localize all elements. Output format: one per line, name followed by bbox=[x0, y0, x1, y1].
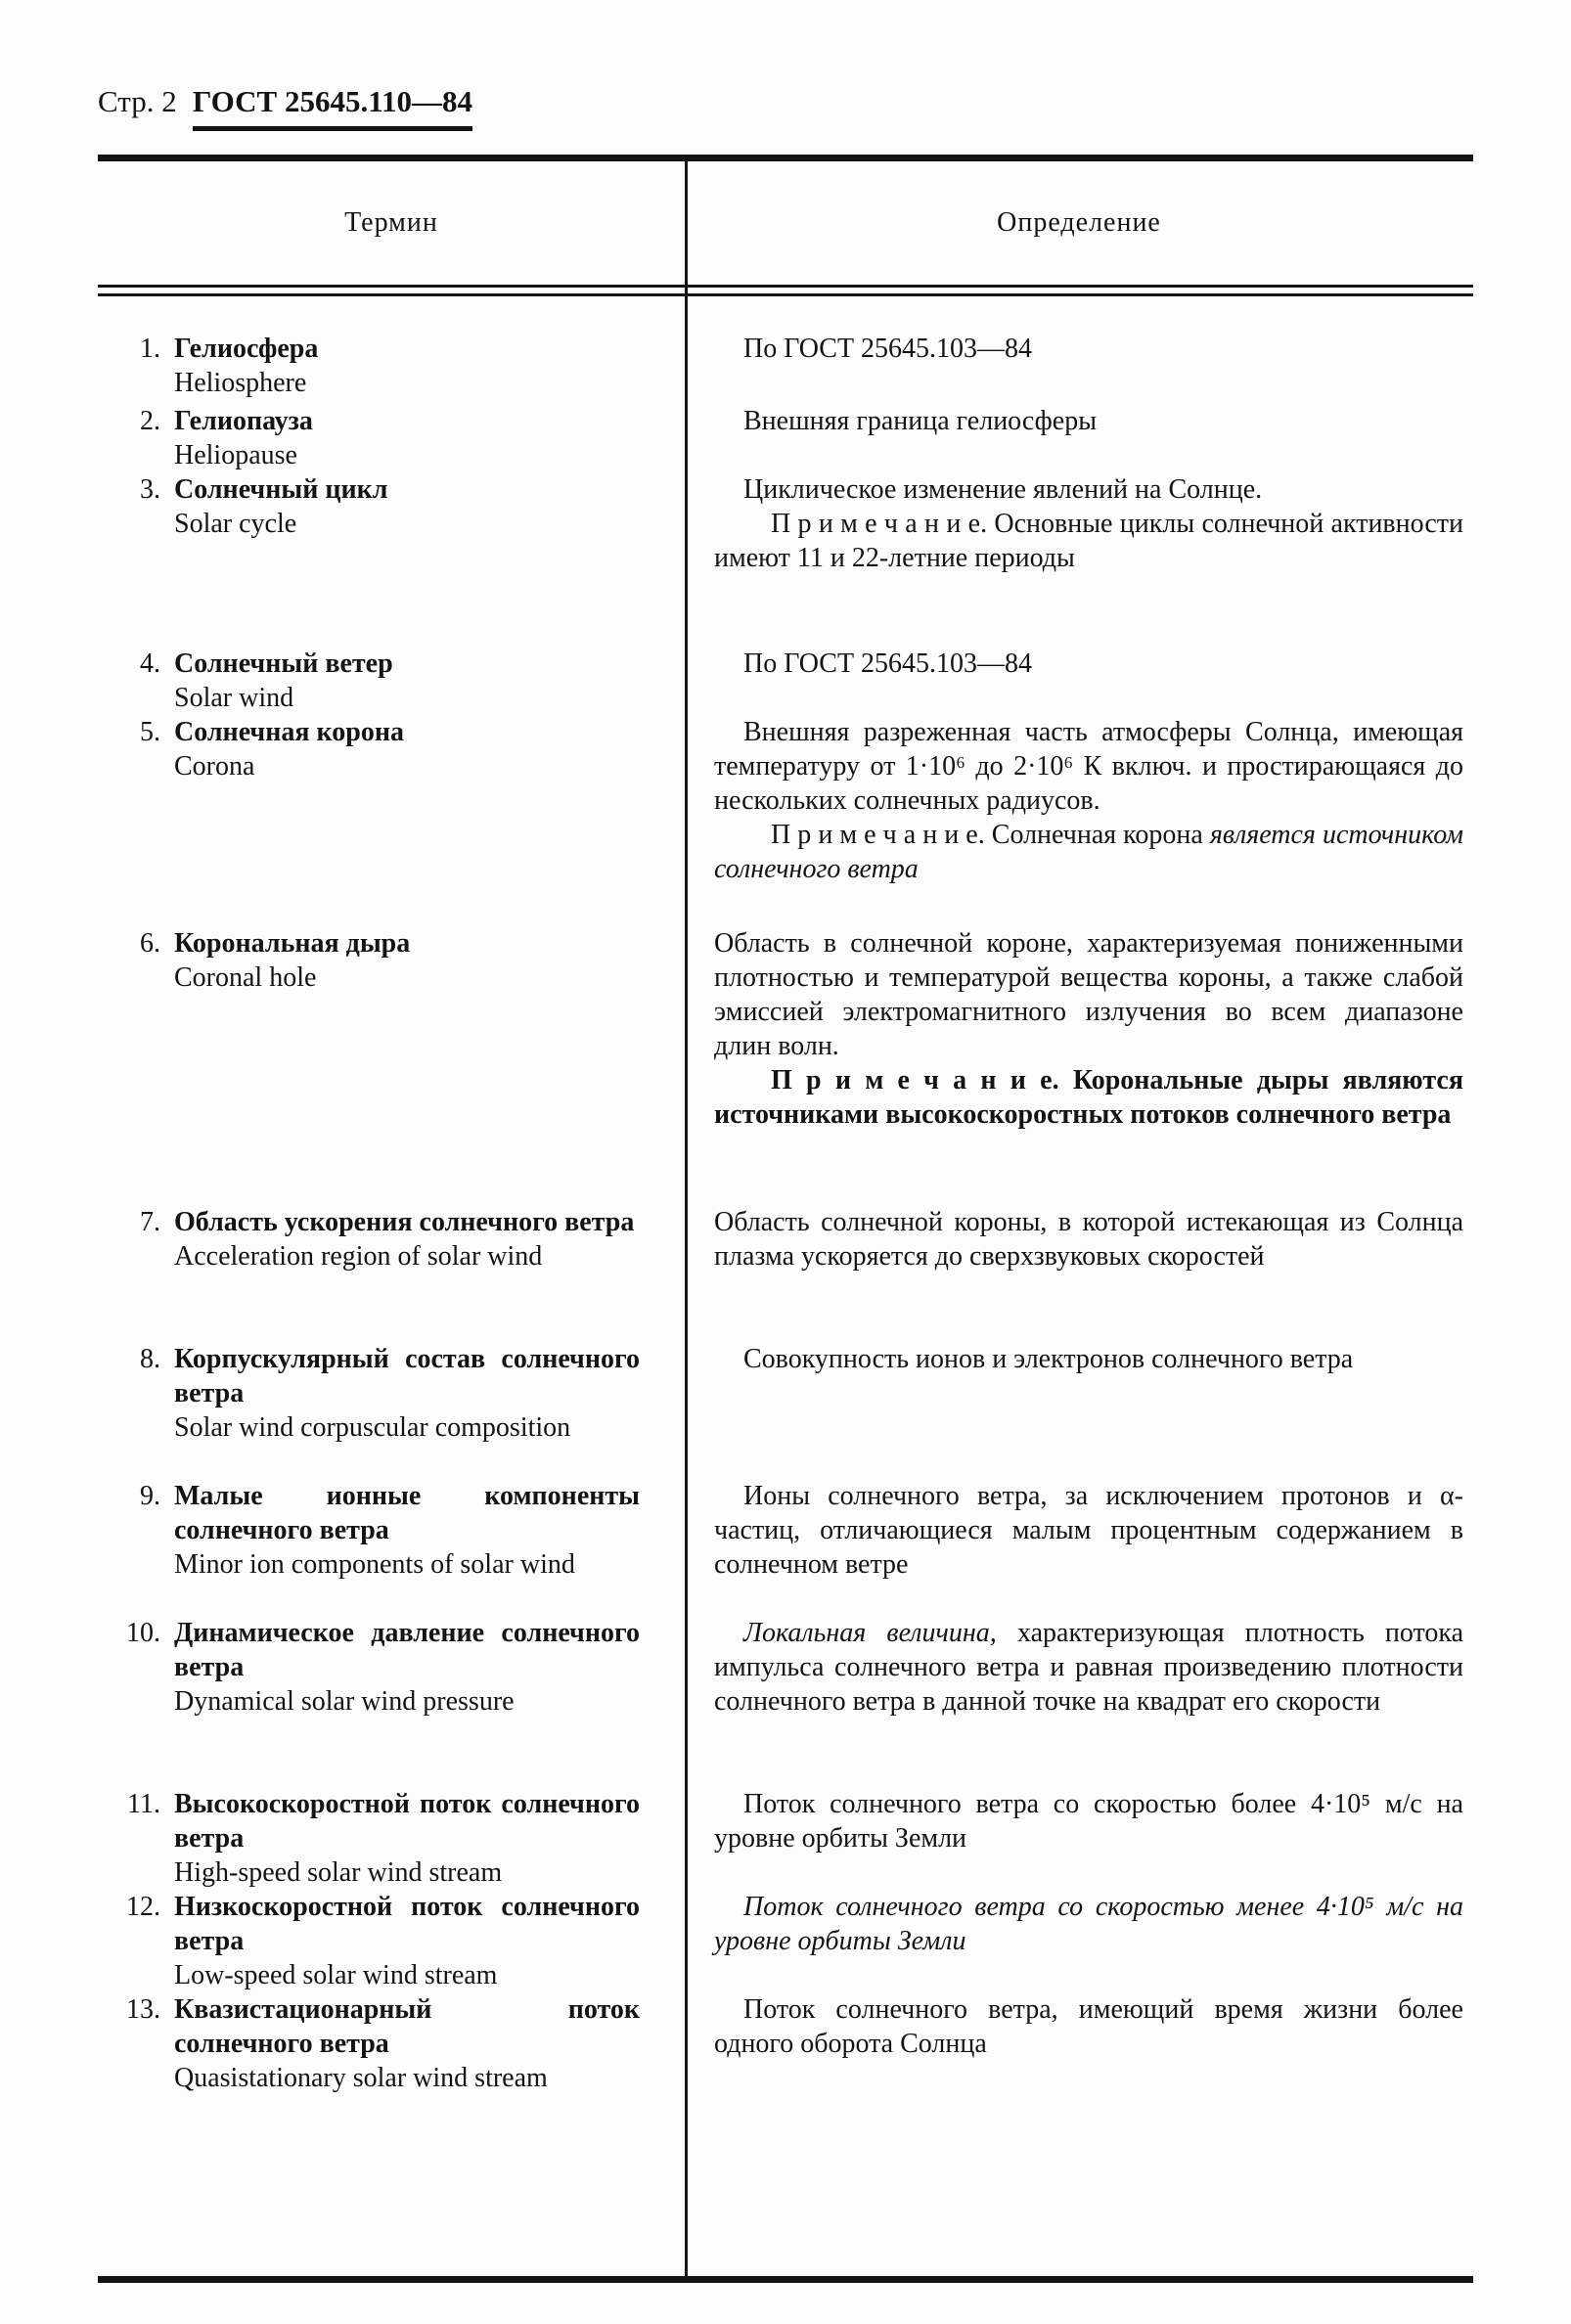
table-row bbox=[98, 1890, 1473, 1992]
term-english: Low-speed solar wind stream bbox=[174, 1960, 498, 1990]
table-row bbox=[98, 1992, 1473, 2276]
term-russian: Высокоскоростной поток солнечного ветра bbox=[174, 1789, 640, 1854]
table-header-row bbox=[98, 161, 1473, 285]
column-header-term: Термин bbox=[344, 207, 438, 238]
definition-text: характеризующая плотность потока импульса солнечного ветра и равная произведению плотности солнечного ветра в данной точке на квадрат его скорости bbox=[714, 1618, 1464, 1717]
definition-cell bbox=[685, 1992, 1473, 2276]
term-number: 11. bbox=[127, 1789, 160, 1819]
terms-table bbox=[98, 161, 1473, 2276]
term-number: 8. bbox=[140, 1344, 160, 1374]
term-cell bbox=[160, 1342, 685, 1479]
definition-cell bbox=[685, 1342, 1473, 1479]
table-body bbox=[98, 296, 1473, 2276]
term-english: Coronal hole bbox=[174, 962, 317, 993]
term-russian: Солнечная корона bbox=[174, 717, 404, 747]
term-cell bbox=[160, 715, 685, 926]
definition-cell bbox=[685, 404, 1473, 472]
bottom-rule bbox=[98, 2276, 1473, 2283]
definition-text: Область в солнечной короне, характеризуемая пониженными плотностью и температурой вещества короны, а также слабой эмиссией электромагнитного излучения во всем диапазоне длин волн. bbox=[714, 928, 1463, 1061]
top-rule bbox=[98, 155, 1473, 161]
definition-cell bbox=[685, 647, 1473, 715]
term-cell bbox=[160, 1205, 685, 1342]
term-russian: Низкоскоростной поток солнечного ветра bbox=[174, 1892, 640, 1956]
definition-text: Ионы солнечного ветра, за исключением протонов и α-частиц, отличающиеся малым процентным содержанием в солнечном ветре bbox=[714, 1481, 1463, 1580]
note-paragraph bbox=[714, 1063, 1463, 1132]
term-number: 1. bbox=[140, 334, 160, 364]
term-number: 12. bbox=[126, 1892, 160, 1922]
table-row bbox=[98, 332, 1473, 404]
definition-paragraph bbox=[714, 926, 1463, 1063]
table-row bbox=[98, 1787, 1473, 1890]
term-english: High-speed solar wind stream bbox=[174, 1857, 503, 1888]
definition-cell bbox=[685, 1205, 1473, 1342]
term-number: 7. bbox=[140, 1207, 160, 1237]
note-paragraph bbox=[714, 507, 1463, 575]
note-paragraph bbox=[714, 818, 1463, 886]
definition-text: Совокупность ионов и электронов солнечного ветра bbox=[743, 1344, 1354, 1374]
term-number: 6. bbox=[140, 928, 160, 959]
column-divider bbox=[685, 161, 688, 2276]
table-row bbox=[98, 647, 1473, 715]
term-cell bbox=[160, 332, 685, 404]
definition-text: П р и м е ч а н и е. Основные циклы солнечной активности имеют 11 и 22-летние периоды bbox=[714, 509, 1463, 573]
doc-number: ГОСТ 25645.110—84 bbox=[193, 82, 472, 131]
term-russian: Малые ионные компоненты солнечного ветра bbox=[174, 1481, 640, 1545]
definition-cell bbox=[685, 1479, 1473, 1616]
header-double-rule bbox=[98, 285, 1473, 296]
definition-text: П р и м е ч а н и е. Корональные дыры являются источниками высокоскоростных потоков солнечного ветра bbox=[714, 1065, 1463, 1130]
table-row bbox=[98, 1479, 1473, 1616]
term-number: 13. bbox=[126, 1994, 160, 2025]
page-header bbox=[98, 82, 1473, 131]
definition-text-italic: Локальная величина, bbox=[743, 1618, 997, 1648]
term-english: Solar wind bbox=[174, 683, 294, 713]
term-cell bbox=[160, 647, 685, 715]
term-cell bbox=[160, 1479, 685, 1616]
definition-paragraph bbox=[714, 647, 1463, 681]
definition-paragraph bbox=[714, 1616, 1463, 1719]
term-english: Corona bbox=[174, 751, 255, 782]
term-russian: Гелиосфера bbox=[174, 334, 319, 364]
definition-text: П р и м е ч а н и е. Солнечная корона bbox=[771, 820, 1210, 850]
definition-text: По ГОСТ 25645.103—84 bbox=[743, 334, 1033, 364]
page-number-label: Стр. 2 bbox=[98, 84, 177, 118]
table-row bbox=[98, 472, 1473, 647]
term-english: Heliosphere bbox=[174, 368, 307, 398]
definition-text: Внешняя разреженная часть атмосферы Солнца, имеющая температуру от 1·10⁶ до 2·10⁶ К включ. и простирающаяся до нескольких солнечных радиусов. bbox=[714, 717, 1463, 816]
definition-cell bbox=[685, 715, 1473, 926]
table-row bbox=[98, 1205, 1473, 1342]
term-cell bbox=[160, 1992, 685, 2276]
term-number: 3. bbox=[140, 474, 160, 505]
definition-cell bbox=[685, 1890, 1473, 1992]
definition-text: Циклическое изменение явлений на Солнце. bbox=[743, 474, 1263, 505]
definition-paragraph bbox=[714, 715, 1463, 818]
definition-text: Область солнечной короны, в которой истекающая из Солнца плазма ускоряется до сверхзвуковых скоростей bbox=[714, 1207, 1463, 1272]
table-row bbox=[98, 404, 1473, 472]
definition-paragraph bbox=[714, 332, 1463, 366]
definition-cell bbox=[685, 1616, 1473, 1787]
term-cell bbox=[160, 1616, 685, 1787]
term-russian: Область ускорения солнечного ветра bbox=[174, 1207, 635, 1237]
term-russian: Корпускулярный состав солнечного ветра bbox=[174, 1344, 640, 1408]
term-english: Solar wind corpuscular composition bbox=[174, 1412, 571, 1443]
definition-text: Поток солнечного ветра со скоростью менее 4·10⁵ м/с на уровне орбиты Земли bbox=[714, 1892, 1463, 1956]
table-row bbox=[98, 1342, 1473, 1479]
term-russian: Солнечный цикл bbox=[174, 474, 388, 505]
definition-cell bbox=[685, 1787, 1473, 1890]
definition-text: Поток солнечного ветра, имеющий время жизни более одного оборота Солнца bbox=[714, 1994, 1463, 2059]
definition-text: Внешняя граница гелиосферы bbox=[743, 406, 1098, 436]
term-cell bbox=[160, 926, 685, 1205]
definition-paragraph bbox=[714, 1205, 1463, 1274]
term-number: 2. bbox=[140, 406, 160, 436]
definition-paragraph bbox=[714, 404, 1463, 438]
term-russian: Динамическое давление солнечного ветра bbox=[174, 1618, 640, 1682]
term-russian: Солнечный ветер bbox=[174, 648, 393, 679]
term-english: Minor ion components of solar wind bbox=[174, 1549, 575, 1580]
term-english: Quasistationary solar wind stream bbox=[174, 2063, 548, 2093]
term-number: 9. bbox=[140, 1481, 160, 1511]
term-number: 4. bbox=[140, 648, 160, 679]
term-english: Solar cycle bbox=[174, 509, 297, 539]
term-english: Heliopause bbox=[174, 440, 297, 470]
definition-paragraph bbox=[714, 1342, 1463, 1376]
definition-cell bbox=[685, 472, 1473, 647]
term-cell bbox=[160, 472, 685, 647]
term-english: Dynamical solar wind pressure bbox=[174, 1686, 515, 1717]
table-row bbox=[98, 926, 1473, 1205]
column-header-definition: Определение bbox=[997, 207, 1161, 238]
definition-paragraph bbox=[714, 1992, 1463, 2061]
definition-cell bbox=[685, 926, 1473, 1205]
term-number: 5. bbox=[140, 717, 160, 747]
definition-text: По ГОСТ 25645.103—84 bbox=[743, 648, 1033, 679]
term-russian: Корональная дыра bbox=[174, 928, 411, 959]
term-russian: Гелиопауза bbox=[174, 406, 313, 436]
term-cell bbox=[160, 1890, 685, 1992]
definition-text: Поток солнечного ветра со скоростью более 4·10⁵ м/с на уровне орбиты Земли bbox=[714, 1789, 1463, 1854]
definition-cell bbox=[685, 332, 1473, 404]
definition-paragraph bbox=[714, 472, 1463, 507]
term-number: 10. bbox=[126, 1618, 160, 1648]
term-cell bbox=[160, 404, 685, 472]
table-row bbox=[98, 1616, 1473, 1787]
definition-text-italic: является источником солнечного ветра bbox=[714, 820, 1464, 884]
term-english: Acceleration region of solar wind bbox=[174, 1241, 543, 1272]
term-russian: Квазистационарный поток солнечного ветра bbox=[174, 1994, 640, 2059]
definition-paragraph bbox=[714, 1787, 1463, 1855]
table-row bbox=[98, 715, 1473, 926]
definition-paragraph bbox=[714, 1890, 1463, 1958]
definition-paragraph bbox=[714, 1479, 1463, 1582]
term-cell bbox=[160, 1787, 685, 1890]
